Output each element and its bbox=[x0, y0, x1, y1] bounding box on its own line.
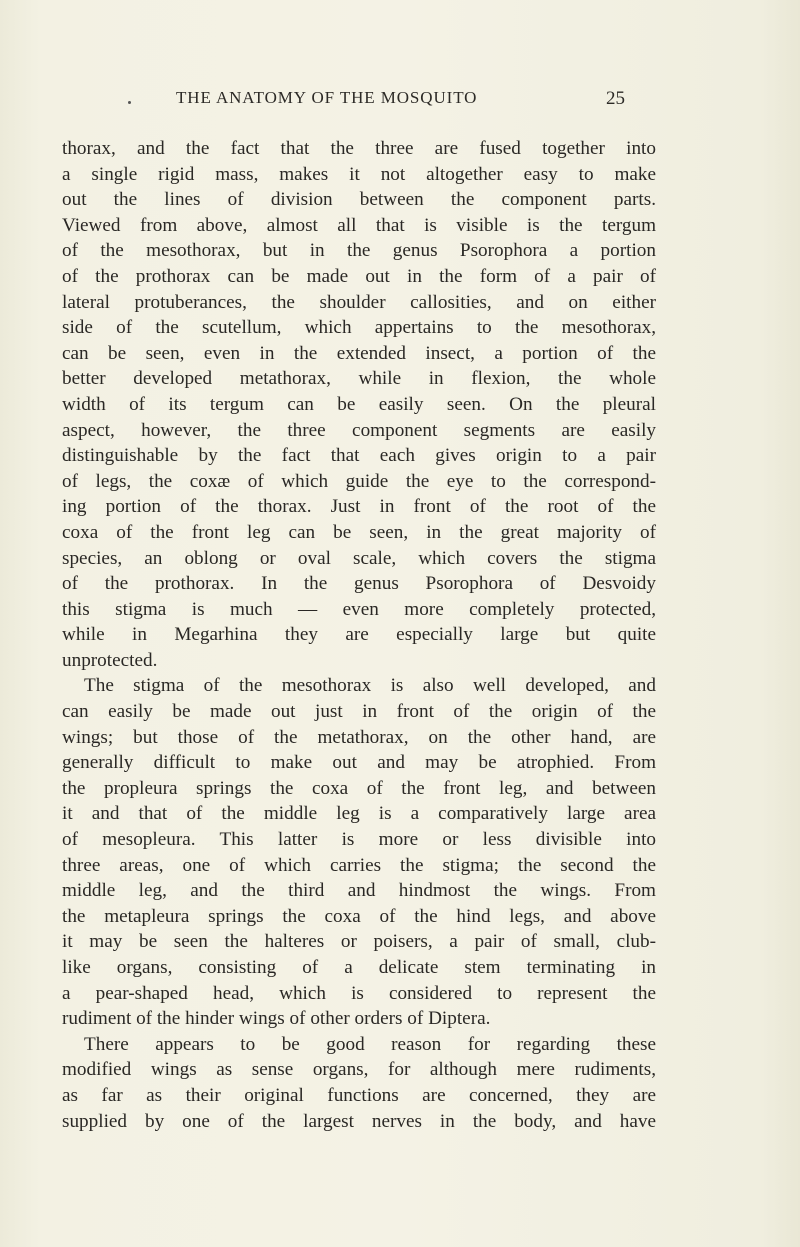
text-line: it and that of the middle leg is a comparatively large area bbox=[62, 803, 656, 825]
text-line: this stigma is much — even more completely protected, bbox=[62, 598, 656, 620]
text-line: distinguishable by the fact that each gives origin to a pair bbox=[62, 445, 656, 467]
text-line: while in Megarhina they are especially large but quite bbox=[62, 624, 656, 646]
text-line: species, an oblong or oval scale, which covers the stigma bbox=[62, 547, 656, 569]
text-line: middle leg, and the third and hindmost the wings. From bbox=[62, 880, 656, 902]
text-line: There appears to be good reason for regarding these bbox=[84, 1033, 656, 1055]
text-line: coxa of the front leg can be seen, in the great majority of bbox=[62, 521, 656, 543]
text-line: of the prothorax can be made out in the form of a pair of bbox=[62, 265, 656, 287]
text-line: of legs, the coxæ of which guide the eye to the correspond- bbox=[62, 470, 656, 492]
text-line: can be seen, even in the extended insect, a portion of the bbox=[62, 342, 656, 364]
text-line: Viewed from above, almost all that is visible is the tergum bbox=[62, 214, 656, 236]
text-line: better developed metathorax, while in flexion, the whole bbox=[62, 368, 656, 390]
text-line: can easily be made out just in front of the origin of the bbox=[62, 701, 656, 723]
text-line: of mesopleura. This latter is more or less divisible into bbox=[62, 829, 656, 851]
text-line: it may be seen the halteres or poisers, a pair of small, club- bbox=[62, 931, 656, 953]
text-line: generally difficult to make out and may be atrophied. From bbox=[62, 752, 656, 774]
text-line: unprotected. bbox=[62, 649, 158, 671]
text-line: ing portion of the thorax. Just in front of the root of the bbox=[62, 496, 656, 518]
text-line: of the mesothorax, but in the genus Psorophora a portion bbox=[62, 240, 656, 262]
text-line: the metapleura springs the coxa of the hind legs, and above bbox=[62, 905, 656, 927]
text-line: side of the scutellum, which appertains to the mesothorax, bbox=[62, 317, 656, 339]
running-title: THE ANATOMY OF THE MOSQUITO bbox=[176, 88, 478, 107]
text-line: a single rigid mass, makes it not altogether easy to make bbox=[62, 163, 656, 185]
text-line: wings; but those of the metathorax, on the other hand, are bbox=[62, 726, 656, 748]
text-line: thorax, and the fact that the three are fused together into bbox=[62, 138, 656, 159]
text-line: three areas, one of which carries the stigma; the second the bbox=[62, 854, 656, 876]
page-number: 25 bbox=[606, 88, 625, 109]
text-line: the propleura springs the coxa of the front leg, and between bbox=[62, 777, 656, 799]
text-line: rudiment of the hinder wings of other orders of Diptera. bbox=[62, 1008, 491, 1030]
body-text bbox=[62, 136, 656, 1134]
text-line: out the lines of division between the component parts. bbox=[62, 189, 656, 211]
text-line: like organs, consisting of a delicate stem terminating in bbox=[62, 957, 656, 978]
text-line: lateral protuberances, the shoulder callosities, and on either bbox=[62, 291, 656, 313]
text-line: supplied by one of the largest nerves in the body, and have bbox=[62, 1110, 656, 1132]
text-line: The stigma of the mesothorax is also well developed, and bbox=[84, 675, 656, 697]
text-line: width of its tergum can be easily seen. On the pleural bbox=[62, 393, 656, 415]
text-line: modified wings as sense organs, for although mere rudiments, bbox=[62, 1059, 656, 1081]
printer-mark bbox=[128, 101, 131, 104]
text-line: of the prothorax. In the genus Psorophora of Desvoidy bbox=[62, 573, 656, 595]
text-line: aspect, however, the three component segments are easily bbox=[62, 419, 656, 441]
text-line: as far as their original functions are concerned, they are bbox=[62, 1084, 656, 1106]
page-header bbox=[0, 88, 800, 112]
text-line: a pear-shaped head, which is considered to represent the bbox=[62, 982, 656, 1004]
